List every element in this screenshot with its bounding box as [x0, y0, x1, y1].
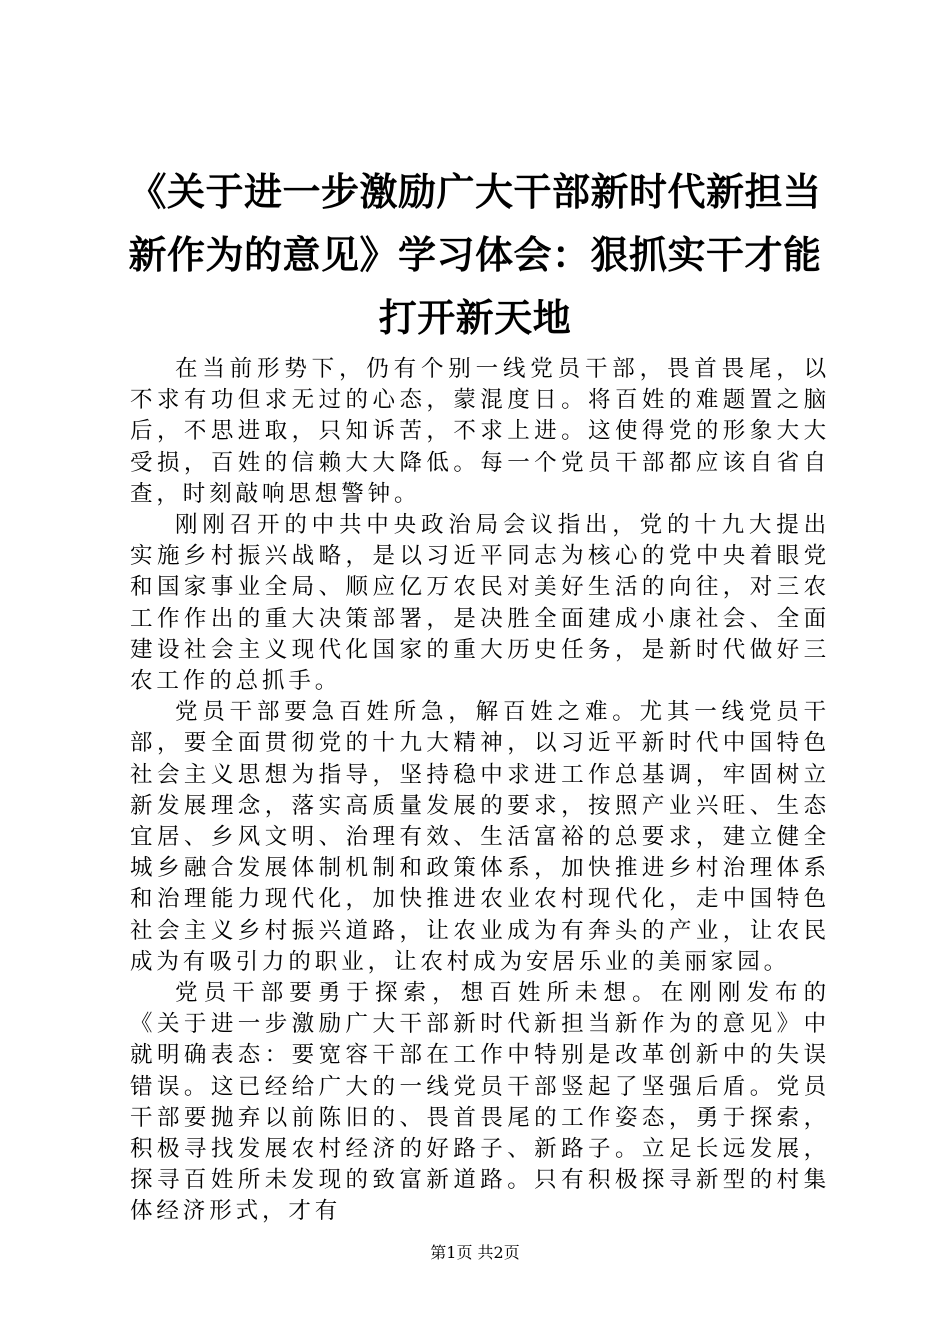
page-number-footer: 第1页 共2页 [430, 1243, 520, 1262]
document-title: 《关于进一步激励广大干部新时代新担当新作为的意见》学习体会：狠抓实干才能打开新天地 [128, 169, 822, 340]
paragraph: 党员干部要急百姓所急，解百姓之难。尤其一线党员干部，要全面贯彻党的十九大精神，以习近平新时代中国特色社会主义思想为指导，坚持稳中求进工作总基调，牢固树立新发展理念，落实高质量发展的要求，按照产业兴旺、生态宜居、乡风文明、治理有效、生活富裕的总要求，建立健全城乡融合发展体制机制和政策体系，加快推进乡村治理体系和治理能力现代化，加快推进农业农村现代化，走中国特色社会主义乡村振兴道路，让农业成为有奔头的产业，让农民成为有吸引力的职业，让农村成为安居乐业的美丽家园。 [130, 699, 830, 975]
paragraph: 刚刚召开的中共中央政治局会议指出，党的十九大提出实施乡村振兴战略，是以习近平同志为核心的党中央着眼党和国家事业全局、顺应亿万农民对美好生活的向往，对三农工作作出的重大决策部署，是决胜全面建成小康社会、全面建设社会主义现代化国家的重大历史任务，是新时代做好三农工作的总抓手。 [130, 512, 830, 695]
document-body [130, 354, 830, 1228]
paragraph: 在当前形势下，仍有个别一线党员干部，畏首畏尾，以不求有功但求无过的心态，蒙混度日。将百姓的难题置之脑后，不思进取，只知诉苦，不求上进。这使得党的形象大大受损，百姓的信赖大大降低。每一个党员干部都应该自省自查，时刻敲响思想警钟。 [130, 356, 830, 507]
paragraph: 党员干部要勇于探索，想百姓所未想。在刚刚发布的《关于进一步激励广大干部新时代新担当新作为的意见》中就明确表态：要宽容干部在工作中特别是改革创新中的失误错误。这已经给广大的一线党员干部竖起了坚强后盾。党员干部要抛弃以前陈旧的、畏首畏尾的工作姿态，勇于探索，积极寻找发展农村经济的好路子、新路子。立足长远发展，探寻百姓所未发现的致富新道路。只有积极探寻新型的村集体经济形式，才有 [130, 980, 830, 1225]
